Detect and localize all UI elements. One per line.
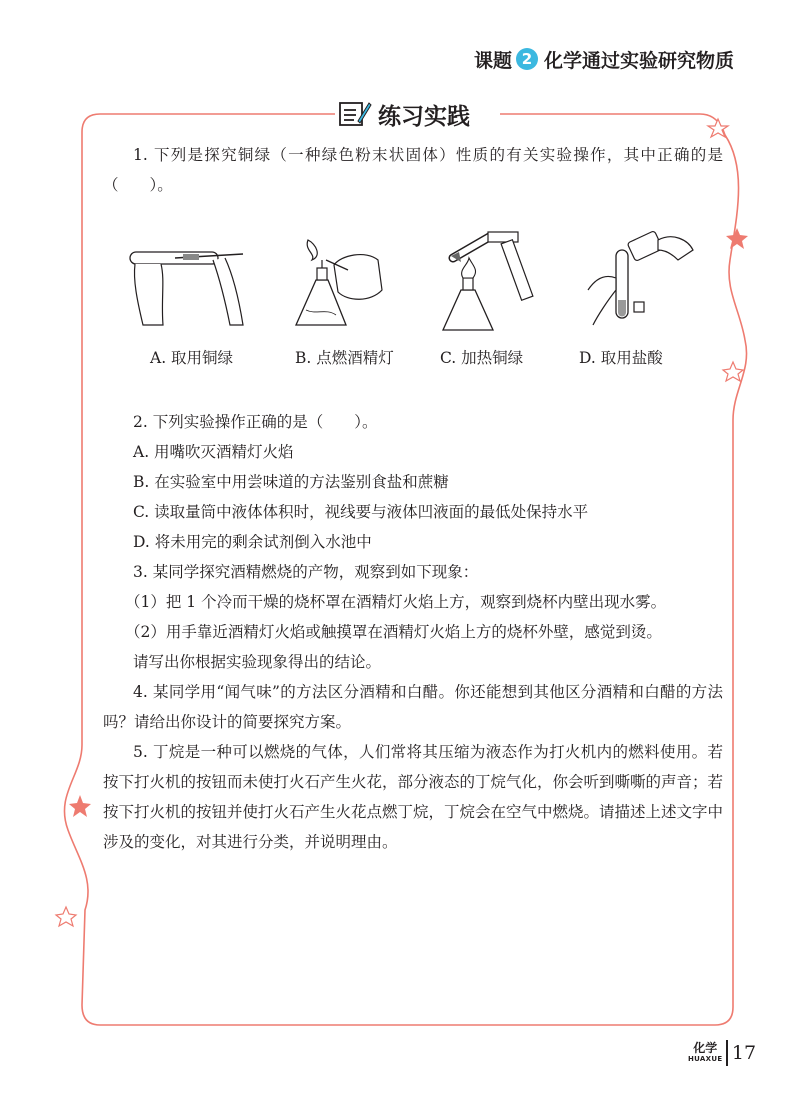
pencil-notes-icon: [338, 99, 372, 129]
figure-c-heating: [433, 230, 553, 340]
page-footer: [688, 1040, 756, 1066]
question-2-option: B. 在实验室中用尝味道的方法鉴别食盐和蔗糖: [133, 473, 449, 491]
option-a-caption: A. 取用铜绿: [150, 349, 234, 367]
section-title: 练习实践: [378, 103, 470, 130]
option-b-caption: B. 点燃酒精灯: [295, 349, 394, 367]
question-1-figures: [103, 230, 723, 410]
lesson-title: 化学通过实验研究物质: [543, 49, 734, 72]
star-icon: [726, 228, 748, 249]
subject-pinyin: HUAXUE: [688, 1055, 723, 1063]
section-heading: [338, 96, 498, 132]
question-3-item: （1）把 1 个冷而干燥的烧杯罩在酒精灯火焰上方，观察到烧杯内壁出现水雾。: [125, 593, 667, 611]
question-3: 3. 某同学探究酒精燃烧的产物，观察到如下现象：: [133, 563, 479, 581]
star-icon: [723, 362, 743, 381]
star-icon: [69, 795, 91, 817]
lesson-prefix: 课题: [473, 49, 512, 72]
option-d-caption: D. 取用盐酸: [579, 349, 663, 367]
figure-d-dropping-acid: [578, 230, 698, 340]
question-3-prompt: 请写出你根据实验现象得出的结论。: [133, 653, 382, 671]
subject-brand: [688, 1042, 722, 1064]
question-2-option: D. 将未用完的剩余试剂倒入水池中: [133, 533, 372, 551]
question-2: 2. 下列实验操作正确的是（ ）。: [133, 413, 378, 431]
question-2-option: C. 读取量筒中液体体积时，视线要与液体凹液面的最低处保持水平: [133, 503, 589, 521]
question-4: 4. 某同学用“闻气味”的方法区分酒精和白醋。你还能想到其他区分酒精和白醋的方法吗？请给出你设计的简要探究方案。: [103, 683, 723, 731]
question-2-option: A. 用嘴吹灭酒精灯火焰: [133, 443, 294, 461]
subject-name: 化学: [693, 1041, 718, 1055]
question-5: 5. 丁烷是一种可以燃烧的气体，人们常将其压缩为液态作为打火机内的燃料使用。若按下打火机的按钮而未使打火石产生火花，部分液态的丁烷气化，你会听到嘶嘶的声音；若按下打火机的按钮并使打火石产生火花点燃丁烷，丁烷会在空气中燃烧。请描述上述文字中涉及的变化，对其进行分类，并说明理由。: [103, 743, 724, 851]
option-c-caption: C. 加热铜绿: [440, 349, 524, 367]
figure-a-spatula-test-tube: [125, 230, 245, 340]
question-1: 1. 下列是探究铜绿（一种绿色粉末状固体）性质的有关实验操作，其中正确的是（ ）。: [103, 146, 723, 194]
question-3-item: （2）用手靠近酒精灯火焰或触摸罩在酒精灯火焰上方的烧杯外壁，感觉到烫。: [125, 623, 662, 641]
star-icon: [56, 907, 76, 926]
exercise-content: [103, 140, 723, 857]
figure-b-lighting-lamp: [286, 230, 406, 340]
footer-divider: [726, 1040, 728, 1066]
lesson-number-badge: 2: [516, 48, 538, 70]
page-number: 17: [731, 1042, 757, 1064]
